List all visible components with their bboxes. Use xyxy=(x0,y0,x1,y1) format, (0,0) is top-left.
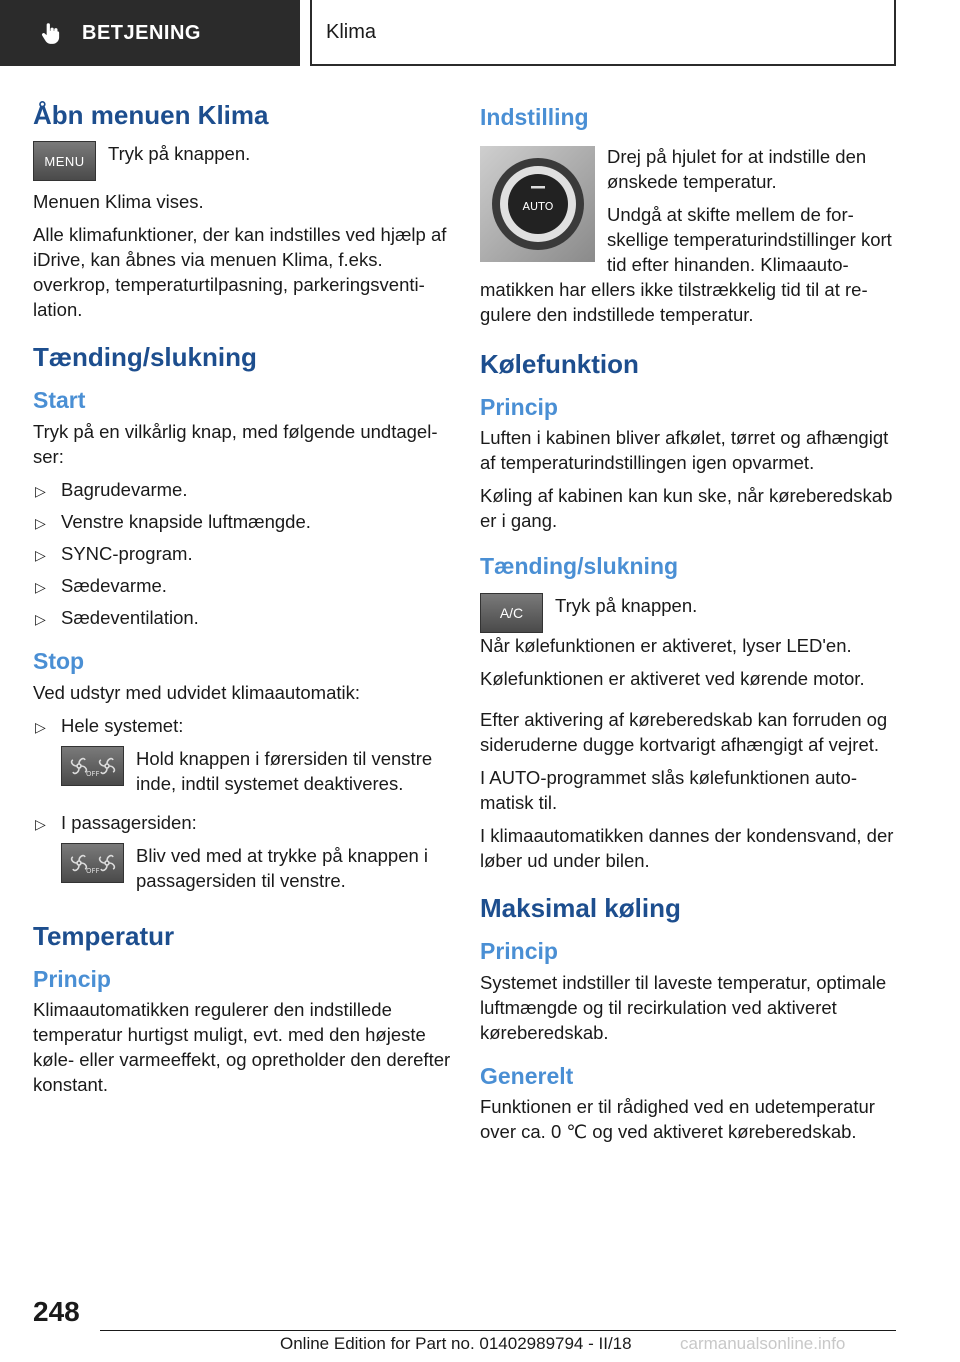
paragraph: Drej på hjulet for at indstille den ønskede temperatur. xyxy=(607,145,867,192)
ac-button-row xyxy=(480,593,900,633)
heading-principle: Princip xyxy=(480,938,558,965)
footer-divider xyxy=(100,1330,896,1331)
triangle-bullet-icon: ▷ xyxy=(35,546,46,563)
heading-cooling: Kølefunktion xyxy=(480,348,639,379)
edition-note: Online Edition for Part no. 01402989794 - II/18 xyxy=(280,1334,632,1353)
fan-off-row xyxy=(61,746,453,802)
paragraph: Klimaautomatikken regulerer den indstillede temperatur hurtigst muligt, evt. med den højeste køle- eller varmeeffekt, og opretholder den derefter konstant. xyxy=(33,999,451,1096)
fan-off-row xyxy=(61,843,453,899)
paragraph: Tryk på en vilkårlig knap, med følgende undtagelser: xyxy=(33,420,438,467)
page-header xyxy=(0,0,960,66)
chapter-label: Klima xyxy=(326,20,377,43)
fan-off-button-image xyxy=(61,843,124,883)
paragraph: Tryk på knappen. xyxy=(108,143,251,165)
chapter-tab xyxy=(310,0,896,66)
fan-off-icon xyxy=(67,751,119,781)
temperature-knob-image xyxy=(480,146,595,262)
section-label: BETJENING xyxy=(82,21,201,44)
heading-on-off: Tænding/slukning xyxy=(33,342,257,373)
list-item: ▷ Sædevarme. xyxy=(33,573,453,598)
heading-start: Start xyxy=(33,387,86,414)
paragraph: Hold knappen i førersiden til venstre inde, indtil systemet deaktiveres. xyxy=(136,747,433,794)
list-item: ▷ Venstre knapside luftmængde. xyxy=(33,509,453,534)
paragraph: Tryk på knappen. xyxy=(555,594,698,616)
heading-temperature: Temperatur xyxy=(33,920,175,951)
list-item: ▷ Bagrudevarme. xyxy=(33,477,453,502)
triangle-bullet-icon: ▷ xyxy=(35,482,46,499)
paragraph: Menuen Klima vises. xyxy=(33,191,204,213)
heading-principle: Princip xyxy=(480,393,558,420)
triangle-bullet-icon: ▷ xyxy=(35,578,46,595)
triangle-bullet-icon: ▷ xyxy=(35,514,46,531)
heading-principle: Princip xyxy=(33,965,111,992)
left-column xyxy=(33,100,453,1105)
watermark: carmanualsonline.info xyxy=(680,1334,846,1353)
svg-text:OFF: OFF xyxy=(85,769,100,778)
paragraph: Når kølefunktionen er aktiveret, lyser LED'en. xyxy=(480,634,852,656)
paragraph: Undgå at skifte mellem de forskellige temperaturindstillinger kort tid efter hinanden. Klimaautomatikken har ellers ikke tilstrækkelig tid til at regulere den indstillede temperatur. xyxy=(480,203,892,325)
fan-off-icon xyxy=(67,848,119,878)
paragraph: Ved udstyr med udvidet klimaautomatik: xyxy=(33,681,360,703)
heading-setting: Indstilling xyxy=(480,104,589,130)
temperature-knob-icon xyxy=(488,154,588,254)
paragraph: Luften i kabinen bliver afkølet, tørret og afhængigt af temperaturindstillingen igen opvarmet. xyxy=(480,427,889,474)
stop-list xyxy=(33,713,453,899)
triangle-bullet-icon: ▷ xyxy=(35,815,46,832)
heading-on-off: Tænding/slukning xyxy=(480,553,679,580)
heading-stop: Stop xyxy=(33,647,85,674)
heading-max-cooling: Maksimal køling xyxy=(480,892,681,923)
paragraph: Kølefunktionen er aktiveret ved kørende motor. xyxy=(480,667,865,689)
paragraph: Bliv ved med at trykke på knappen i passagersiden til venstre. xyxy=(136,844,429,891)
page-number: 248 xyxy=(33,1296,80,1327)
paragraph: Alle klimafunktioner, der kan indstilles ved hjælp af iDrive, kan åbnes via menuen Klima, f.eks. overkrop, temperaturtilpasning, parkeringsventilation. xyxy=(33,224,447,321)
heading-general: Generelt xyxy=(480,1062,574,1089)
paragraph: Funktionen er til rådighed ved en udetemperatur over ca. 0 ℃ og ved aktiveret køreberedskab. xyxy=(480,1096,875,1143)
list-item: ▷ Hele systemet: OFF Hold knappen i førersiden til venstre inde, indtil systemet deaktiveres. xyxy=(33,713,453,802)
svg-text:OFF: OFF xyxy=(85,866,100,875)
fan-off-button-image xyxy=(61,746,124,786)
menu-button-image: MENU xyxy=(33,141,96,181)
setting-block xyxy=(480,144,900,349)
auto-label: AUTO xyxy=(522,199,553,213)
heading-open-menu: Åbn menuen Klima xyxy=(33,100,269,130)
ac-button-image: A/C xyxy=(480,593,543,633)
list-item: ▷ SYNC-program. xyxy=(33,541,453,566)
paragraph: I AUTO-programmet slås kølefunktionen automatisk til. xyxy=(480,766,858,813)
paragraph: Køling af kabinen kan kun ske, når køreberedskab er i gang. xyxy=(480,485,893,532)
triangle-bullet-icon: ▷ xyxy=(35,718,46,735)
menu-button-row xyxy=(33,141,453,181)
right-column xyxy=(480,104,900,1152)
list-item: ▷ I passagersiden: OFF Bliv ved med at trykke på knappen i passagersiden til venstre. xyxy=(33,810,453,899)
paragraph: Systemet indstiller til laveste temperatur, optimale luftmængde og til recirkulation ved aktiveret køreberedskab. xyxy=(480,971,887,1043)
start-exceptions-list xyxy=(33,477,453,630)
list-item: ▷ Sædeventilation. xyxy=(33,605,453,630)
paragraph: I klimaautomatikken dannes der kondensvand, der løber ud under bilen. xyxy=(480,824,894,871)
paragraph: Efter aktivering af køreberedskab kan forruden og sideruderne dugge kortvarigt afhængigt af vejret. xyxy=(480,708,888,755)
triangle-bullet-icon: ▷ xyxy=(35,610,46,627)
hand-pointer-icon xyxy=(38,20,64,46)
section-tab xyxy=(0,0,300,66)
